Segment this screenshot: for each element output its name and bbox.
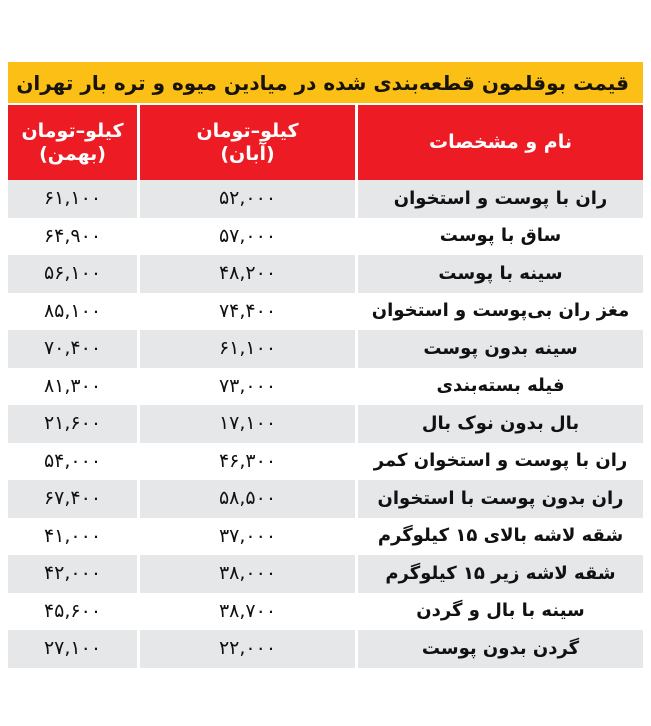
column-header-aban-sublabel: (آبان) (220, 142, 275, 165)
table-row (8, 255, 643, 293)
cell-price-bahman: ۲۱,۶۰۰ (8, 405, 137, 443)
cell-product-name: ساق با پوست (358, 218, 643, 256)
table-header-row (8, 105, 643, 180)
cell-price-aban: ۳۷,۰۰۰ (140, 518, 355, 556)
page-title: قیمت بوقلمون قطعه‌بندی شده در میادین میوه و تره بار تهران (16, 70, 629, 95)
table-row (8, 368, 643, 406)
table-title-band (8, 62, 643, 103)
table-row (8, 480, 643, 518)
table-row (8, 330, 643, 368)
price-table (8, 62, 643, 668)
cell-product-name: ران با پوست و استخوان (358, 180, 643, 218)
column-header-aban (140, 105, 355, 180)
cell-price-aban: ۷۴,۴۰۰ (140, 293, 355, 331)
cell-price-aban: ۵۷,۰۰۰ (140, 218, 355, 256)
table-row (8, 180, 643, 218)
cell-product-name: ران با پوست و استخوان کمر (358, 443, 643, 481)
table-row (8, 630, 643, 668)
cell-price-aban: ۵۲,۰۰۰ (140, 180, 355, 218)
cell-price-bahman: ۵۶,۱۰۰ (8, 255, 137, 293)
cell-product-name: سینه با پوست (358, 255, 643, 293)
table-row (8, 218, 643, 256)
cell-price-aban: ۷۳,۰۰۰ (140, 368, 355, 406)
cell-price-bahman: ۲۷,۱۰۰ (8, 630, 137, 668)
cell-price-bahman: ۸۱,۳۰۰ (8, 368, 137, 406)
cell-product-name: فیله بسته‌بندی (358, 368, 643, 406)
table-row (8, 518, 643, 556)
cell-product-name: شقه لاشه زیر ۱۵ کیلوگرم (358, 555, 643, 593)
column-header-name (358, 105, 643, 180)
cell-product-name: بال بدون نوک بال (358, 405, 643, 443)
cell-product-name: سینه با بال و گردن (358, 593, 643, 631)
cell-price-bahman: ۶۱,۱۰۰ (8, 180, 137, 218)
table-row (8, 405, 643, 443)
table-row (8, 593, 643, 631)
cell-price-bahman: ۵۴,۰۰۰ (8, 443, 137, 481)
column-header-bahman-sublabel: (بهمن) (39, 142, 106, 165)
column-header-name-label: نام و مشخصات (429, 131, 572, 154)
cell-product-name: سینه بدون پوست (358, 330, 643, 368)
cell-price-bahman: ۷۰,۴۰۰ (8, 330, 137, 368)
table-row (8, 443, 643, 481)
cell-price-aban: ۶۱,۱۰۰ (140, 330, 355, 368)
table-row (8, 293, 643, 331)
cell-product-name: شقه لاشه بالای ۱۵ کیلوگرم (358, 518, 643, 556)
table-row (8, 555, 643, 593)
column-header-bahman-label: کیلو–تومان (21, 120, 124, 143)
cell-price-aban: ۵۸,۵۰۰ (140, 480, 355, 518)
cell-price-aban: ۲۲,۰۰۰ (140, 630, 355, 668)
cell-price-bahman: ۶۷,۴۰۰ (8, 480, 137, 518)
cell-price-aban: ۳۸,۷۰۰ (140, 593, 355, 631)
column-header-aban-label: کیلو–تومان (196, 120, 299, 143)
cell-price-bahman: ۴۲,۰۰۰ (8, 555, 137, 593)
cell-price-aban: ۴۸,۲۰۰ (140, 255, 355, 293)
table-body (8, 180, 643, 668)
cell-price-bahman: ۴۱,۰۰۰ (8, 518, 137, 556)
cell-product-name: ران بدون پوست با استخوان (358, 480, 643, 518)
cell-product-name: گردن بدون پوست (358, 630, 643, 668)
cell-price-bahman: ۶۴,۹۰۰ (8, 218, 137, 256)
cell-price-aban: ۳۸,۰۰۰ (140, 555, 355, 593)
cell-price-aban: ۱۷,۱۰۰ (140, 405, 355, 443)
cell-price-aban: ۴۶,۳۰۰ (140, 443, 355, 481)
cell-product-name: مغز ران بی‌پوست و استخوان (358, 293, 643, 331)
cell-price-bahman: ۸۵,۱۰۰ (8, 293, 137, 331)
cell-price-bahman: ۴۵,۶۰۰ (8, 593, 137, 631)
column-header-bahman (8, 105, 137, 180)
